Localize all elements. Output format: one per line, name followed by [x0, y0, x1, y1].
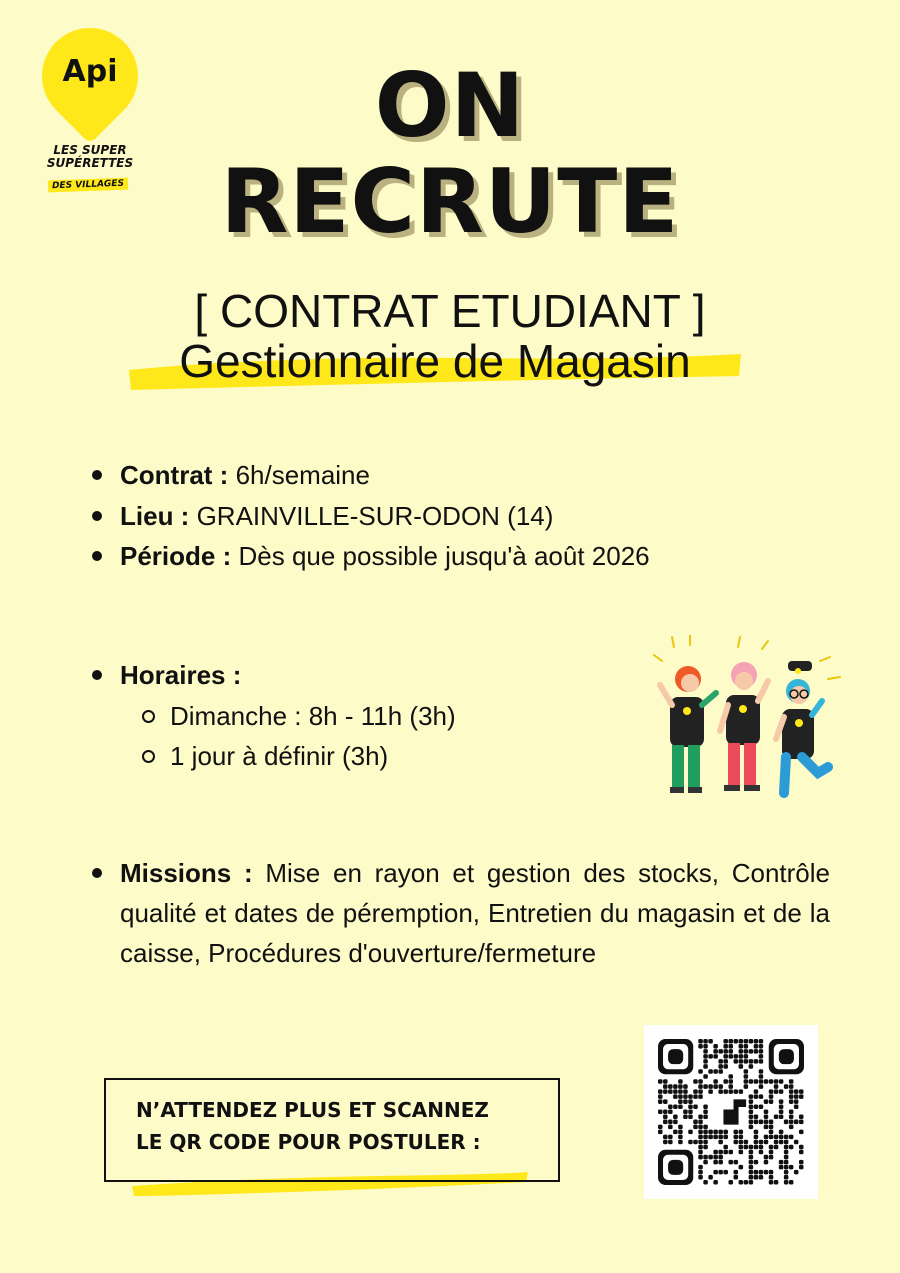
cta-box: [104, 1078, 560, 1182]
schedule-key: Horaires :: [120, 660, 242, 690]
schedule-subitem: [170, 696, 456, 736]
bullet-icon: [92, 551, 102, 561]
cheering-staff-illustration-icon: [650, 635, 850, 805]
job-title-block: [125, 334, 745, 394]
job-title: Gestionnaire de Magasin: [179, 335, 691, 387]
headline-line-2: RECRUTE: [220, 150, 680, 253]
sub-bullet-icon: [142, 710, 155, 723]
missions-key: Missions :: [120, 858, 253, 888]
detail-value: GRAINVILLE-SUR-ODON (14): [196, 501, 554, 531]
missions-value: Mise en rayon et gestion des stocks, Contrôle qualité et dates de péremption, Entretien du magasin et de la caisse, Procédures d'ouverture/fermeture: [120, 858, 830, 968]
cta-line-1: N’ATTENDEZ PLUS ET SCANNEZ: [136, 1098, 489, 1122]
contract-subtitle: [ CONTRAT ETUDIANT ]: [194, 285, 706, 337]
detail-value: 6h/semaine: [235, 460, 370, 490]
missions-item: [120, 853, 830, 973]
detail-key: Contrat :: [120, 460, 229, 490]
brand-name: Api: [62, 54, 118, 89]
logo-tagline-1: LES SUPER: [53, 143, 127, 157]
headline-line-1: ON: [374, 54, 526, 157]
qr-code-icon[interactable]: [644, 1025, 818, 1199]
logo-tagline-2: SUPÉRETTES: [46, 156, 134, 170]
bullet-icon: [92, 868, 102, 878]
bullet-icon: [92, 670, 102, 680]
schedule-item: [120, 655, 241, 695]
schedule-value: Dimanche : 8h - 11h (3h): [170, 701, 456, 731]
detail-key: Lieu :: [120, 501, 190, 531]
detail-item-period: [120, 536, 650, 576]
cta-line-2: LE QR CODE POUR POSTULER :: [136, 1130, 481, 1154]
detail-item-contract: [120, 455, 370, 495]
schedule-value: 1 jour à définir (3h): [170, 741, 389, 771]
detail-item-location: [120, 496, 553, 536]
detail-key: Période :: [120, 541, 232, 571]
bullet-icon: [92, 511, 102, 521]
detail-value: Dès que possible jusqu'à août 2026: [238, 541, 650, 571]
sub-bullet-icon: [142, 750, 155, 763]
bullet-icon: [92, 470, 102, 480]
schedule-subitem: [170, 736, 388, 776]
logo-tagline-3: DES VILLAGES: [48, 178, 128, 193]
qr-code-pattern: [658, 1039, 804, 1185]
